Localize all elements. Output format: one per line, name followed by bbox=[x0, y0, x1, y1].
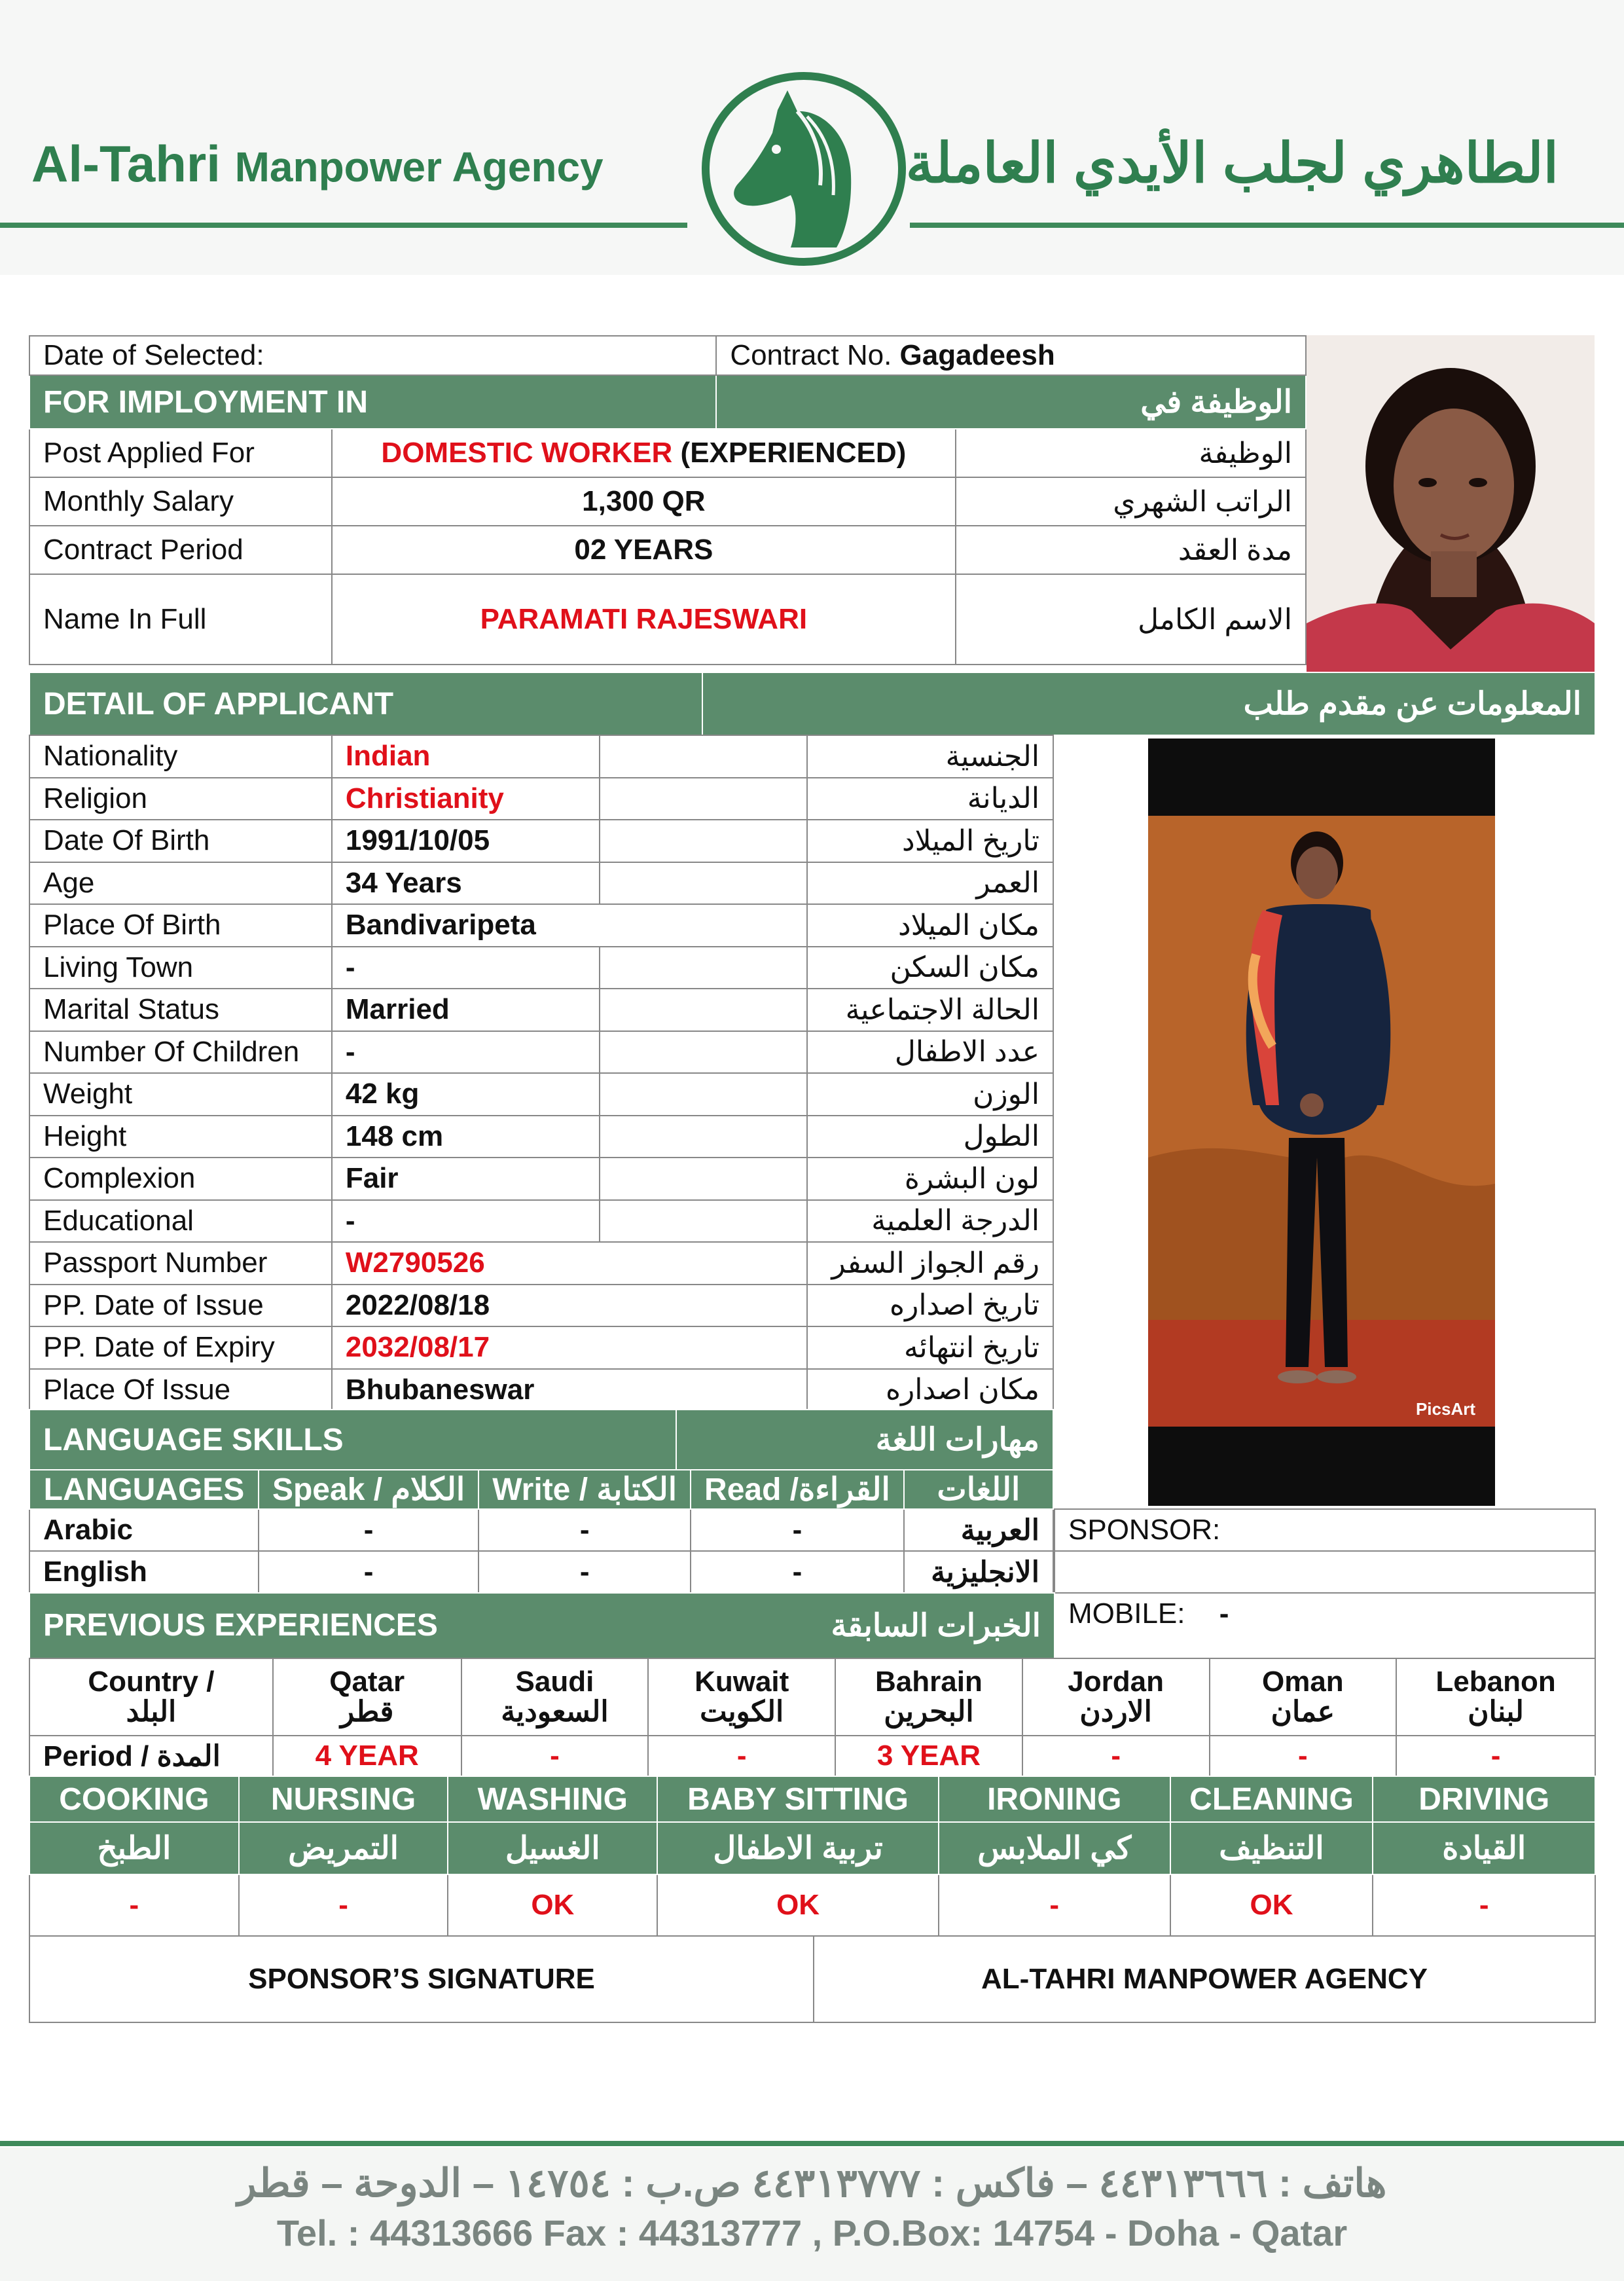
sponsor-field bbox=[1055, 1509, 1595, 1551]
skill-value: - bbox=[939, 1874, 1170, 1936]
contract-period-value: 02 YEARS bbox=[332, 526, 956, 574]
country-name-en: Oman bbox=[1261, 1665, 1344, 1698]
contract-period-label-ar: مدة العقد bbox=[956, 526, 1306, 574]
skill-value: - bbox=[239, 1874, 448, 1936]
country-name-en: Bahrain bbox=[875, 1665, 983, 1698]
skills-table bbox=[29, 1776, 1596, 1937]
applicant-row bbox=[29, 904, 1053, 947]
field-label-ar: رقم الجواز السفر bbox=[807, 1242, 1053, 1285]
skill-baby-sitting: BABY SITTING bbox=[657, 1776, 939, 1822]
salary-label-ar: الراتب الشهري bbox=[956, 477, 1306, 526]
brand-title-en bbox=[31, 134, 604, 194]
skill-washing: WASHING bbox=[448, 1776, 657, 1822]
country-name-en: Qatar bbox=[329, 1665, 405, 1698]
field-label-ar: مكان اصداره bbox=[807, 1369, 1053, 1412]
applicant-row bbox=[29, 735, 1053, 778]
field-label: Educational bbox=[29, 1200, 332, 1243]
contract-label: Contract No. bbox=[730, 339, 892, 371]
country-name-ar: الاردن bbox=[1079, 1696, 1152, 1728]
field-value: 148 cm bbox=[332, 1116, 600, 1158]
period-saudi: - bbox=[461, 1736, 649, 1776]
footer-contact-ar: هاتف : ٤٤٣١٣٦٦٦ – فاكس : ٤٤٣١٣٧٧٧ ص.ب : ١٤٧٥٤ – الدوحة – قطر bbox=[237, 2161, 1387, 2205]
mobile-field bbox=[1055, 1593, 1595, 1658]
field-label: Religion bbox=[29, 778, 332, 820]
field-blank bbox=[600, 989, 807, 1031]
skill-value: - bbox=[29, 1874, 239, 1936]
field-value: - bbox=[332, 1031, 600, 1074]
passport-photo bbox=[1307, 335, 1595, 674]
skill-value: OK bbox=[448, 1874, 657, 1936]
field-label-ar: عدد الاطفال bbox=[807, 1031, 1053, 1074]
field-blank bbox=[600, 1031, 807, 1074]
mobile-label: MOBILE: bbox=[1068, 1597, 1185, 1630]
country-kuwait bbox=[648, 1658, 835, 1736]
date-label: Date of Selected: bbox=[43, 339, 264, 371]
lang-arabic-ar: العربية bbox=[904, 1509, 1053, 1551]
arabic-read: - bbox=[691, 1509, 904, 1551]
field-blank bbox=[600, 862, 807, 905]
post-value-black: (EXPERIENCED) bbox=[680, 437, 907, 469]
agency-signature: AL-TAHRI MANPOWER AGENCY bbox=[814, 1936, 1595, 2022]
brand-title-ar: الطاهري لجلب الأيدي العاملة bbox=[905, 132, 1559, 194]
post-label: Post Applied For bbox=[29, 429, 332, 477]
read-header: Read /القراءة bbox=[691, 1470, 904, 1509]
name-label-ar: الاسم الكامل bbox=[956, 574, 1306, 665]
applicant-row bbox=[29, 947, 1053, 989]
footer-line bbox=[0, 2141, 1624, 2146]
experience-band-en: PREVIOUS EXPERIENCES bbox=[43, 1608, 438, 1643]
field-label: Nationality bbox=[29, 735, 332, 778]
field-label: Complexion bbox=[29, 1158, 332, 1200]
field-blank bbox=[600, 735, 807, 778]
brand-name: Al-Tahri bbox=[31, 135, 221, 192]
skill-value: - bbox=[1373, 1874, 1595, 1936]
experience-band bbox=[29, 1593, 1055, 1658]
period-qatar: 4 YEAR bbox=[273, 1736, 461, 1776]
full-name-value: PARAMATI RAJESWARI bbox=[332, 574, 956, 665]
country-name-en: Kuwait bbox=[695, 1665, 789, 1698]
country-name-en: Saudi bbox=[515, 1665, 594, 1698]
language-band-en: LANGUAGE SKILLS bbox=[29, 1410, 676, 1470]
field-value: - bbox=[332, 1200, 600, 1243]
applicant-row bbox=[29, 778, 1053, 820]
field-label: PP. Date of Expiry bbox=[29, 1326, 332, 1369]
field-label: Passport Number bbox=[29, 1242, 332, 1285]
contract-value: Gagadeesh bbox=[899, 339, 1055, 371]
field-label-ar: العمر bbox=[807, 862, 1053, 905]
applicant-details-table bbox=[29, 735, 1054, 1412]
applicant-row bbox=[29, 1158, 1053, 1200]
lang-english-ar: الانجليزية bbox=[904, 1551, 1053, 1593]
speak-header: Speak / الكلام bbox=[259, 1470, 478, 1509]
post-value-red: DOMESTIC WORKER bbox=[381, 437, 673, 469]
applicant-row bbox=[29, 862, 1053, 905]
country-jordan bbox=[1022, 1658, 1210, 1736]
english-write: - bbox=[478, 1551, 691, 1593]
field-label: Height bbox=[29, 1116, 332, 1158]
skill-ar: التنظيف bbox=[1170, 1822, 1373, 1874]
field-blank bbox=[600, 1073, 807, 1116]
header-line-right bbox=[910, 223, 1624, 228]
period-label: Period / المدة bbox=[29, 1736, 273, 1776]
country-header-en: Country / bbox=[88, 1665, 215, 1698]
field-value: Indian bbox=[332, 735, 600, 778]
field-label-ar: الديانة bbox=[807, 778, 1053, 820]
field-value: Fair bbox=[332, 1158, 600, 1200]
signature-table bbox=[29, 1935, 1596, 2023]
field-value: 1991/10/05 bbox=[332, 820, 600, 862]
field-label: Number Of Children bbox=[29, 1031, 332, 1074]
language-band-table bbox=[29, 1409, 1054, 1470]
applicant-row bbox=[29, 1200, 1053, 1243]
applicant-row bbox=[29, 1116, 1053, 1158]
period-jordan: - bbox=[1022, 1736, 1210, 1776]
english-read: - bbox=[691, 1551, 904, 1593]
field-label: Weight bbox=[29, 1073, 332, 1116]
mobile-value: - bbox=[1219, 1597, 1229, 1630]
field-blank bbox=[600, 778, 807, 820]
field-label-ar: تاريخ الميلاد bbox=[807, 820, 1053, 862]
applicant-row bbox=[29, 1031, 1053, 1074]
field-blank bbox=[600, 947, 807, 989]
field-label-ar: مكان السكن bbox=[807, 947, 1053, 989]
sponsor-label: SPONSOR: bbox=[1068, 1514, 1221, 1546]
applicant-row bbox=[29, 1369, 1053, 1412]
sponsor-table bbox=[1054, 1508, 1596, 1594]
applicant-row bbox=[29, 1326, 1053, 1369]
experience-band-ar: الخبرات السابقة bbox=[831, 1609, 1041, 1643]
language-table bbox=[29, 1469, 1054, 1594]
experience-band-table bbox=[29, 1592, 1596, 1659]
arabic-write: - bbox=[478, 1509, 691, 1551]
sponsor-signature: SPONSOR’S SIGNATURE bbox=[29, 1936, 814, 2022]
country-name-ar: السعودية bbox=[501, 1696, 609, 1728]
period-bahrain: 3 YEAR bbox=[835, 1736, 1022, 1776]
field-value: Christianity bbox=[332, 778, 600, 820]
post-value bbox=[332, 429, 956, 477]
field-value: 2022/08/18 bbox=[332, 1285, 807, 1327]
skill-nursing: NURSING bbox=[239, 1776, 448, 1822]
field-label-ar: الوزن bbox=[807, 1073, 1053, 1116]
brand-subtitle: Manpower Agency bbox=[234, 143, 604, 191]
footer-contact-en: Tel. : 44313666 Fax : 44313777 , P.O.Box: 14754 - Doha - Qatar bbox=[276, 2212, 1348, 2254]
applicant-row bbox=[29, 1242, 1053, 1285]
applicant-row bbox=[29, 1285, 1053, 1327]
full-body-photo bbox=[1148, 739, 1495, 1506]
country-bahrain bbox=[835, 1658, 1022, 1736]
applicant-row bbox=[29, 820, 1053, 862]
period-kuwait: - bbox=[648, 1736, 835, 1776]
employment-band-ar: الوظيفة في bbox=[716, 375, 1306, 429]
full-body-image bbox=[1148, 739, 1495, 1506]
field-value: Bhubaneswar bbox=[332, 1369, 807, 1412]
country-name-en: Jordan bbox=[1068, 1665, 1164, 1698]
language-band-ar: مهارات اللغة bbox=[676, 1410, 1053, 1470]
field-value: 34 Years bbox=[332, 862, 600, 905]
skill-value: OK bbox=[1170, 1874, 1373, 1936]
salary-label: Monthly Salary bbox=[29, 477, 332, 526]
post-label-ar: الوظيفة bbox=[956, 429, 1306, 477]
field-label-ar: الدرجة العلمية bbox=[807, 1200, 1053, 1243]
lang-arabic: Arabic bbox=[29, 1509, 259, 1551]
skill-ar: تربية الاطفال bbox=[657, 1822, 939, 1874]
skill-ar: كي الملابس bbox=[939, 1822, 1170, 1874]
country-header bbox=[29, 1658, 273, 1736]
portrait-image bbox=[1307, 335, 1595, 674]
skill-ar: الغسيل bbox=[448, 1822, 657, 1874]
applicant-band-en: DETAIL OF APPLICANT bbox=[29, 672, 702, 735]
field-value: W2790526 bbox=[332, 1242, 807, 1285]
sponsor-blank bbox=[1055, 1551, 1595, 1593]
period-lebanon: - bbox=[1396, 1736, 1595, 1776]
country-oman bbox=[1210, 1658, 1397, 1736]
field-blank bbox=[600, 1158, 807, 1200]
field-label: Place Of Issue bbox=[29, 1369, 332, 1412]
field-label: PP. Date of Issue bbox=[29, 1285, 332, 1327]
skill-ar: الطبخ bbox=[29, 1822, 239, 1874]
field-label-ar: الحالة الاجتماعية bbox=[807, 989, 1053, 1031]
field-label: Living Town bbox=[29, 947, 332, 989]
lang-header-ar: اللغات bbox=[904, 1470, 1053, 1509]
horse-head-icon bbox=[699, 71, 909, 267]
name-label: Name In Full bbox=[29, 574, 332, 665]
field-blank bbox=[600, 820, 807, 862]
field-value: - bbox=[332, 947, 600, 989]
field-value: Married bbox=[332, 989, 600, 1031]
applicant-band-table bbox=[29, 672, 1596, 736]
employment-band-en: FOR IMPLOYMENT IN bbox=[29, 375, 716, 429]
country-name-ar: الكويت bbox=[700, 1696, 784, 1728]
skill-ar: القيادة bbox=[1373, 1822, 1595, 1874]
experience-table bbox=[29, 1658, 1596, 1777]
employment-table bbox=[29, 335, 1307, 665]
field-blank bbox=[600, 1200, 807, 1243]
skill-driving: DRIVING bbox=[1373, 1776, 1595, 1822]
skill-value: OK bbox=[657, 1874, 939, 1936]
arabic-speak: - bbox=[259, 1509, 478, 1551]
contract-no bbox=[716, 336, 1306, 375]
field-value: 42 kg bbox=[332, 1073, 600, 1116]
photo-watermark: PicsArt bbox=[1415, 1399, 1475, 1419]
field-label: Place Of Birth bbox=[29, 904, 332, 947]
field-label: Date Of Birth bbox=[29, 820, 332, 862]
field-value: 2032/08/17 bbox=[332, 1326, 807, 1369]
country-name-ar: البحرين bbox=[884, 1696, 974, 1728]
field-value: Bandivaripeta bbox=[332, 904, 807, 947]
country-name-en: Lebanon bbox=[1435, 1665, 1556, 1698]
field-label-ar: الطول bbox=[807, 1116, 1053, 1158]
field-label-ar: الجنسية bbox=[807, 735, 1053, 778]
country-saudi bbox=[461, 1658, 649, 1736]
applicant-row bbox=[29, 989, 1053, 1031]
country-name-ar: عمان bbox=[1271, 1696, 1335, 1728]
skill-cleaning: CLEANING bbox=[1170, 1776, 1373, 1822]
period-oman: - bbox=[1210, 1736, 1397, 1776]
field-blank bbox=[600, 1116, 807, 1158]
header-line-left bbox=[0, 223, 687, 228]
field-label: Marital Status bbox=[29, 989, 332, 1031]
skill-ar: التمريض bbox=[239, 1822, 448, 1874]
skill-ironing: IRONING bbox=[939, 1776, 1170, 1822]
applicant-row bbox=[29, 1073, 1053, 1116]
country-name-ar: قطر bbox=[340, 1696, 394, 1728]
country-lebanon bbox=[1396, 1658, 1595, 1736]
letterhead bbox=[0, 0, 1624, 275]
field-label: Age bbox=[29, 862, 332, 905]
lang-english: English bbox=[29, 1551, 259, 1593]
english-speak: - bbox=[259, 1551, 478, 1593]
contract-period-label: Contract Period bbox=[29, 526, 332, 574]
country-name-ar: لبنان bbox=[1468, 1696, 1524, 1728]
skill-cooking: COOKING bbox=[29, 1776, 239, 1822]
salary-value: 1,300 QR bbox=[332, 477, 956, 526]
write-header: Write / الكتابة bbox=[478, 1470, 691, 1509]
date-of-selected bbox=[29, 336, 716, 375]
field-label-ar: مكان الميلاد bbox=[807, 904, 1053, 947]
applicant-band-ar: المعلومات عن مقدم طلب bbox=[702, 672, 1595, 735]
field-label-ar: تاريخ اصداره bbox=[807, 1285, 1053, 1327]
field-label-ar: لون البشرة bbox=[807, 1158, 1053, 1200]
lang-header: LANGUAGES bbox=[29, 1470, 259, 1509]
country-header-ar: البلد bbox=[126, 1696, 177, 1728]
country-qatar bbox=[273, 1658, 461, 1736]
field-label-ar: تاريخ انتهائه bbox=[807, 1326, 1053, 1369]
